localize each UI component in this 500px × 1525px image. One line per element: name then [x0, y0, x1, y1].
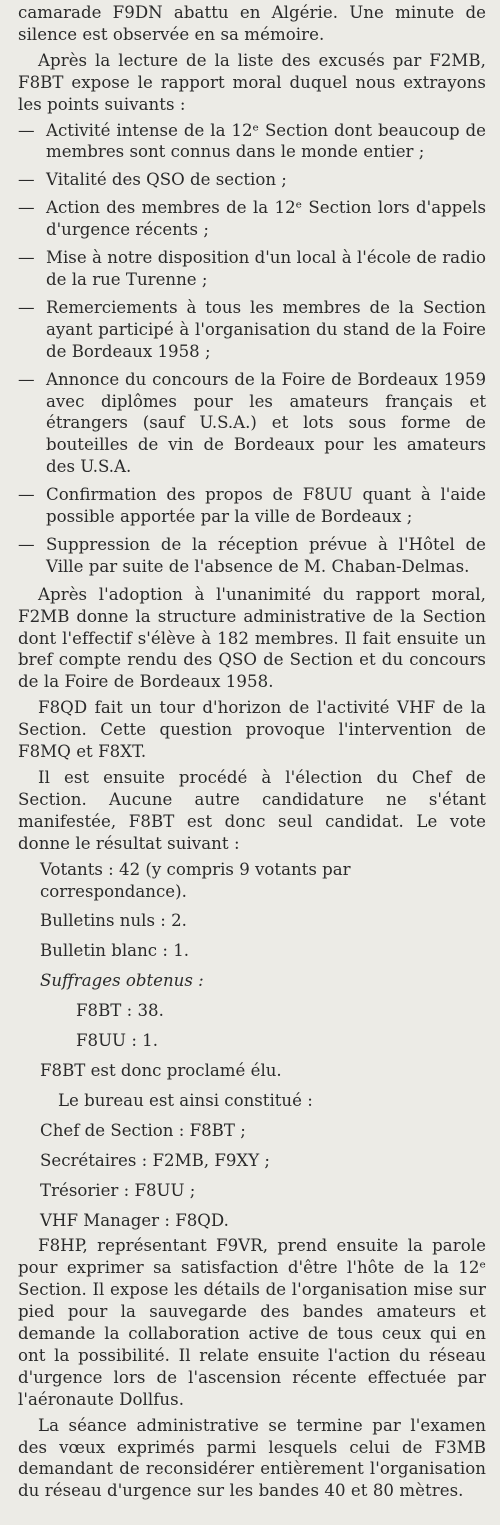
list-item: — Mise à notre disposition d'un local à l'école de radio de la rue Turenne ;	[18, 247, 486, 291]
paragraph-rapport-moral-intro: Après la lecture de la liste des excusés par F2MB, F8BT expose le rapport moral duquel nous extrayons les points suivants :	[18, 50, 486, 114]
bulletins-nuls-line: Bulletins nuls : 2.	[40, 911, 187, 931]
elu-line: F8BT est donc proclamé élu.	[40, 1060, 282, 1080]
bureau-vhf: VHF Manager : F8QD.	[40, 1210, 229, 1230]
paragraph-seance-fin: La séance administrative se termine par l'examen des vœux exprimés parmi lesquels celui de F3MB demandant de reconsidérer entièrement l'organisation du réseau d'urgence sur les bandes 40 et 80 mètres.	[18, 1415, 486, 1501]
bulletin-blanc-line: Bulletin blanc : 1.	[40, 941, 190, 961]
bureau-chef: Chef de Section : F8BT ;	[40, 1120, 246, 1140]
paragraph-election: Il est ensuite procédé à l'élection du Chef de Section. Aucune autre candidature ne s'étant manifestée, F8BT est donc seul candidat. Le vote donne le résultat suivant :	[18, 768, 486, 853]
list-item: — Remerciements à tous les membres de la Section ayant participé à l'organisation du stand de la Foire de Bordeaux 1958 ;	[18, 297, 486, 363]
list-item: — Activité intense de la 12ᵉ Section dont beaucoup de membres sont connus dans le monde entier ;	[18, 120, 486, 164]
suffrage-f8uu: F8UU : 1.	[76, 1031, 159, 1051]
bureau-tresorier: Trésorier : F8UU ;	[40, 1180, 196, 1200]
paragraph-vhf: F8QD fait un tour d'horizon de l'activité VHF de la Section. Cette question provoque l'intervention de F8MQ et F8XT.	[18, 698, 486, 762]
list-item: — Annonce du concours de la Foire de Bordeaux 1959 avec diplômes pour les amateurs français et étrangers (sauf U.S.A.) et lots sous forme de bouteilles de vin de Bordeaux pour les amateurs des U.S.A.	[18, 369, 486, 479]
list-item: — Action des membres de la 12ᵉ Section lors d'appels d'urgence récents ;	[18, 197, 486, 241]
suffrage-f8bt: F8BT : 38.	[76, 1001, 164, 1021]
bureau-secretaires: Secrétaires : F2MB, F9XY ;	[40, 1150, 271, 1170]
paragraph-f8hp: F8HP, représentant F9VR, prend ensuite la parole pour exprimer sa satisfaction d'être l'hôte de la 12ᵉ Section. Il expose les détails de l'organisation mise sur pied pour la sauvegarde des bandes amateurs et demande la collaboration active de tous ceux qui en ont la possibilité. Il relate ensuite l'action du réseau d'urgence lors de l'ascension récente effectuée par l'aéronaute Dollfus.	[18, 1236, 486, 1409]
points-list	[18, 120, 486, 578]
suffrages-heading: Suffrages obtenus :	[40, 971, 204, 991]
list-item: — Vitalité des QSO de section ;	[18, 169, 486, 191]
list-item: — Suppression de la réception prévue à l'Hôtel de Ville par suite de l'absence de M. Chaban-Delmas.	[18, 534, 486, 578]
votants-line: Votants : 42 (y compris 9 votants par correspondance).	[40, 859, 351, 901]
paragraph-structure: Après l'adoption à l'unanimité du rapport moral, F2MB donne la structure administrative de la Section dont l'effectif s'élève à 182 membres. Il fait ensuite un bref compte rendu des QSO de Section et du concours de la Foire de Bordeaux 1958.	[18, 584, 486, 692]
paragraph-minute-silence: camarade F9DN abattu en Algérie. Une minute de silence est observée en sa mémoire.	[18, 3, 486, 44]
list-item: — Confirmation des propos de F8UU quant à l'aide possible apportée par la ville de Bordeaux ;	[18, 484, 486, 528]
bureau-intro: Le bureau est ainsi constitué :	[58, 1090, 313, 1110]
